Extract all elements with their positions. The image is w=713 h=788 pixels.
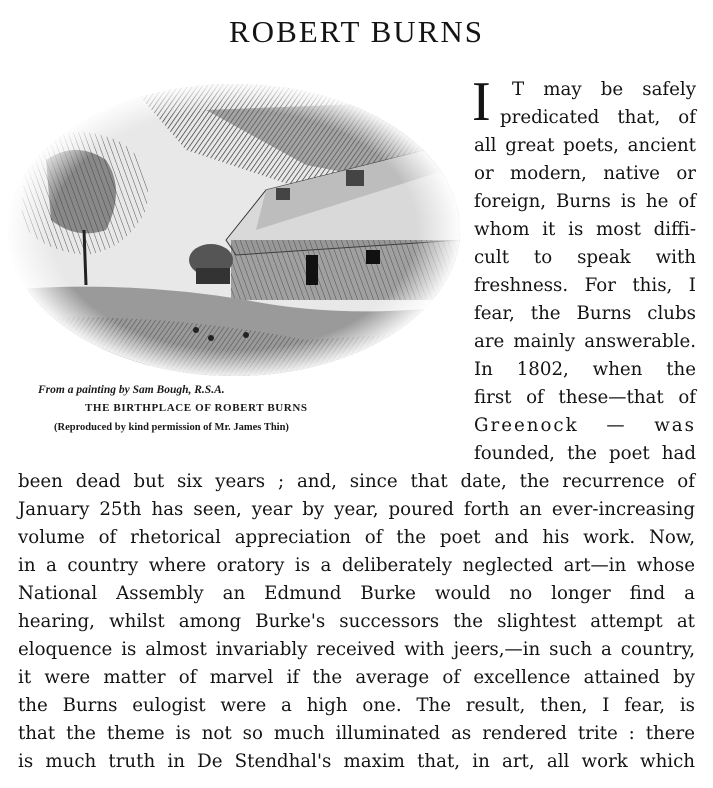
text-line: hearing, whilst among Burke's successors the slightest attempt at bbox=[18, 611, 695, 632]
text-line: all great poets, ancient bbox=[474, 135, 696, 156]
text-line: in a country where oratory is a deliberately neglected art—in whose bbox=[18, 555, 695, 576]
text-line: whom it is most diffi- bbox=[474, 219, 696, 240]
text-line: fear, the Burns clubs bbox=[474, 303, 696, 324]
text-line: National Assembly an Edmund Burke would no longer find a bbox=[18, 583, 695, 604]
text-line: been dead but six years ; and, since that date, the recurrence of bbox=[18, 471, 695, 492]
text-line: first of these—that of bbox=[474, 387, 696, 408]
figure-caption-title: THE BIRTHPLACE OF ROBERT BURNS bbox=[85, 402, 308, 414]
text-line: T may be safely bbox=[512, 79, 696, 100]
text-line: freshness. For this, I bbox=[474, 275, 696, 296]
text-line: or modern, native or bbox=[474, 163, 696, 184]
text-line: volume of rhetorical appreciation of the poet and his work. Now, bbox=[18, 527, 695, 548]
figure-caption-credit: From a painting by Sam Bough, R.S.A. bbox=[38, 384, 225, 396]
drop-cap: I bbox=[472, 71, 491, 133]
birthplace-illustration bbox=[6, 80, 462, 380]
text-line: are mainly answerable. bbox=[474, 331, 696, 352]
text-line: In 1802, when the bbox=[474, 359, 696, 380]
text-line: predicated that, of bbox=[500, 107, 696, 128]
text-line: is much truth in De Stendhal's maxim that, in art, all work which bbox=[18, 751, 695, 772]
text-line: the Burns eulogist were a high one. The result, then, I fear, is bbox=[18, 695, 695, 716]
page-title: ROBERT BURNS bbox=[229, 14, 484, 49]
text-line: that the theme is not so much illuminated as rendered trite : there bbox=[18, 723, 695, 744]
text-line: foreign, Burns is he of bbox=[474, 191, 696, 212]
text-line: cult to speak with bbox=[474, 247, 696, 268]
text-line: eloquence is almost invariably received with jeers,—in such a country, bbox=[18, 639, 695, 660]
text-line: January 25th has seen, year by year, poured forth an ever-increasing bbox=[18, 499, 695, 520]
text-line: founded, the poet had bbox=[474, 443, 696, 464]
text-line: it were matter of marvel if the average of excellence attained by bbox=[18, 667, 695, 688]
figure-caption-note: (Reproduced by kind permission of Mr. James Thin) bbox=[54, 422, 289, 433]
text-line: Greenock — was bbox=[474, 415, 696, 436]
